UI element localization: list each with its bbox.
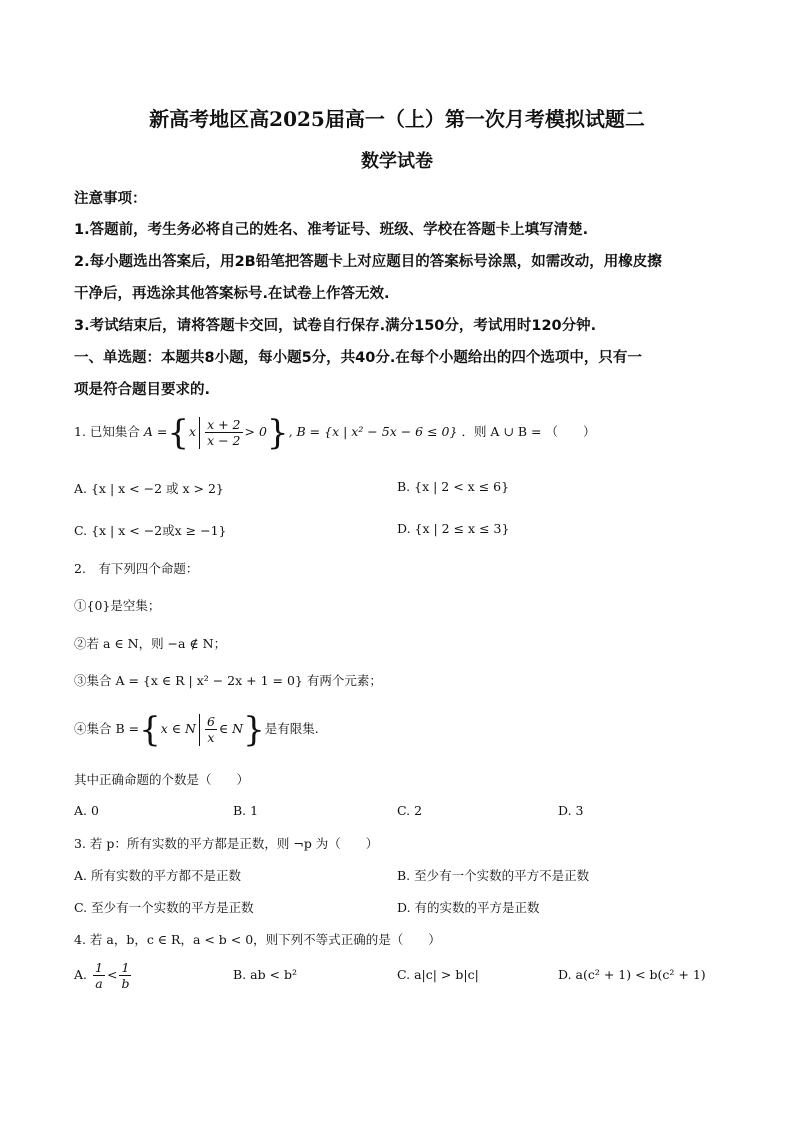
q2-p4-suffix: 是有限集. [264,721,319,736]
q2-proposition-4 [74,710,319,748]
q3-option-b: B. 至少有一个实数的平方不是正数 [397,868,590,883]
q2-ask: 其中正确命题的个数是（ ） [74,772,250,787]
notice-heading: 注意事项： [74,191,147,207]
question-3-stem: 3. 若 p：所有实数的平方都是正数，则 ¬p 为（ ） [74,836,379,851]
q1-option-a: A. {x | x < −2 或 x > 2} [74,481,224,496]
q1-option-b: B. {x | 2 < x ≤ 6} [397,479,510,494]
q2-option-d: D. 3 [558,803,584,818]
q4-a-frac-2 [119,960,131,991]
q4-a-frac-1 [93,960,105,991]
q1-left-brace: { [167,412,190,453]
question-1-stem [74,413,595,451]
notice-item-3: 3.考试结束后，请将答题卡交回，试卷自行保存.满分150分，考试用时120分钟. [74,318,597,334]
q2-option-a: A. 0 [74,803,99,818]
q2-p4-right-brace: } [243,709,265,750]
notice-item-2b: 干净后，再选涂其他答案标号.在试卷上作答无效. [74,286,390,302]
notice-item-2a: 2.每小题选出答案后，用2B铅笔把答题卡上对应题目的答案标号涂黑，如需改动，用橡皮擦 [74,254,662,270]
q1-set-a-lhs: A = [143,424,168,439]
q2-proposition-3: ③集合 A = {x ∈ R | x² − 2x + 1 = 0} 有两个元素； [74,673,382,688]
q1-set-a-var: x [189,424,197,439]
q1-fraction [205,417,242,448]
q2-p4-numerator: 6 [206,714,215,729]
q1-set-a-tail: > 0 [244,424,267,439]
q2-option-c: C. 2 [397,803,423,818]
question-2-stem: 2. 有下列四个命题： [74,561,199,576]
q4-a-frac-1-den: a [95,976,103,991]
q1-right-brace: } [266,412,289,453]
notice-item-1: 1.答题前，考生务必将自己的姓名、准考证号、班级、学校在答题卡上填写清楚. [74,222,589,238]
q1-bar [199,417,200,449]
q1-option-c: C. {x | x < −2或x ≥ −1} [74,523,227,538]
exam-subtitle: 数学试卷 [361,151,433,172]
q4-option-a [74,955,133,995]
q1-set-b: , B = {x | x² − 5x − 6 ≤ 0} [288,424,458,439]
q1-suffix: ．则 A ∪ B = （ ） [461,424,596,439]
section-heading-line2: 项是符合题目要求的. [74,382,211,398]
q1-fraction-numerator: x + 2 [207,417,241,432]
q4-option-c: C. a|c| > b|c| [397,967,479,982]
q1-option-d: D. {x | 2 ≤ x ≤ 3} [397,521,510,536]
q1-prefix: 1. 已知集合 [74,424,140,439]
q4-a-lt: < [106,967,118,982]
q4-a-frac-2-num: 1 [119,960,131,976]
q2-p4-prefix: ④集合 B = [74,721,140,736]
q4-a-frac-1-num: 1 [95,960,103,975]
q1-fraction-denominator: x − 2 [207,433,241,448]
q2-proposition-1: ①{0}是空集； [74,598,161,613]
q4-a-label: A. [74,967,88,982]
q4-a-frac-2-den: b [121,976,130,991]
q3-option-c: C. 至少有一个实数的平方是正数 [74,900,254,915]
exam-title: 新高考地区高2025届高一（上）第一次月考模拟试题二 [149,107,645,131]
q2-p4-left-brace: { [139,709,161,750]
q2-proposition-2: ②若 a ∈ N，则 −a ∉ N； [74,636,227,651]
q2-p4-left: x ∈ N [160,721,196,736]
q2-option-b: B. 1 [233,803,259,818]
q2-p4-bar [199,714,200,746]
q3-option-d: D. 有的实数的平方是正数 [397,900,540,915]
q4-option-d: D. a(c² + 1) < b(c² + 1) [558,967,706,982]
section-heading-line1: 一、单选题：本题共8小题，每小题5分，共40分.在每个小题给出的四个选项中，只有一 [74,350,642,366]
question-4-stem: 4. 若 a，b，c ∈ R，a < b < 0，则下列不等式正确的是（ ） [74,932,441,947]
q2-p4-fraction [205,714,217,745]
q2-p4-denominator: x [207,730,215,745]
q2-p4-right: ∈ N [218,721,244,736]
q3-option-a: A. 所有实数的平方都不是正数 [74,868,241,883]
q4-option-b: B. ab < b² [233,967,298,982]
